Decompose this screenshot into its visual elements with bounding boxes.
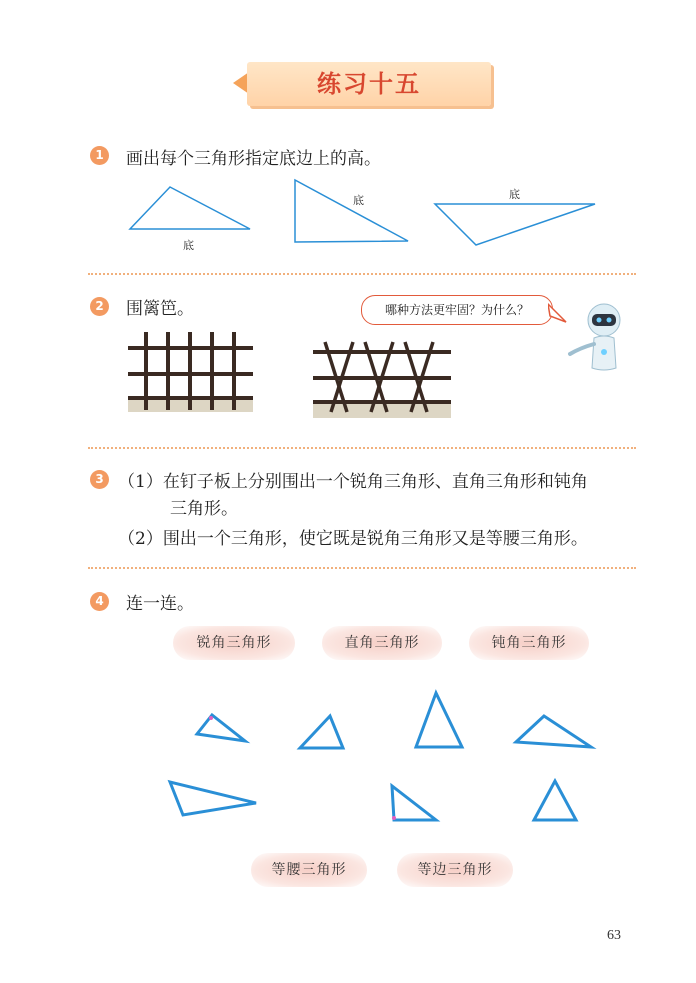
label-acute-triangle[interactable]: 锐角三角形 — [173, 626, 295, 660]
base-label-1: 底 — [183, 239, 194, 252]
question-1-number: 1 — [90, 146, 109, 165]
question-4-text: 连一连。 — [126, 594, 194, 614]
question-2-text: 围篱笆。 — [126, 299, 194, 319]
label-isosceles-triangle[interactable]: 等腰三角形 — [251, 853, 367, 887]
triangle-c — [416, 693, 462, 747]
question-3-number: 3 — [90, 470, 109, 489]
question-3-line-3: （2）围出一个三角形，使它既是锐角三角形又是等腰三角形。 — [118, 529, 588, 549]
triangle-b — [300, 716, 343, 748]
triangle-f — [392, 786, 436, 820]
triangle-e — [170, 782, 256, 815]
question-2-number: 2 — [90, 297, 109, 316]
base-label-3: 底 — [509, 188, 520, 201]
label-right-triangle[interactable]: 直角三角形 — [322, 626, 442, 660]
page-number: 63 — [607, 928, 621, 943]
speech-bubble: 哪种方法更牢固？为什么？ — [361, 295, 553, 325]
question-1-text: 画出每个三角形指定底边上的高。 — [126, 149, 381, 169]
question-3-line-1: （1）在钉子板上分别围出一个锐角三角形、直角三角形和钝角 — [118, 472, 588, 492]
triangle-g — [534, 781, 576, 820]
triangle-d — [516, 716, 591, 747]
triangle-a — [197, 715, 245, 741]
label-obtuse-triangle[interactable]: 钝角三角形 — [469, 626, 589, 660]
question-4-number: 4 — [90, 592, 109, 611]
base-label-2: 底 — [353, 194, 364, 207]
question-3-line-2: 三角形。 — [170, 499, 238, 519]
label-equilateral-triangle[interactable]: 等边三角形 — [397, 853, 513, 887]
page-title: 练习十五 — [317, 69, 421, 98]
